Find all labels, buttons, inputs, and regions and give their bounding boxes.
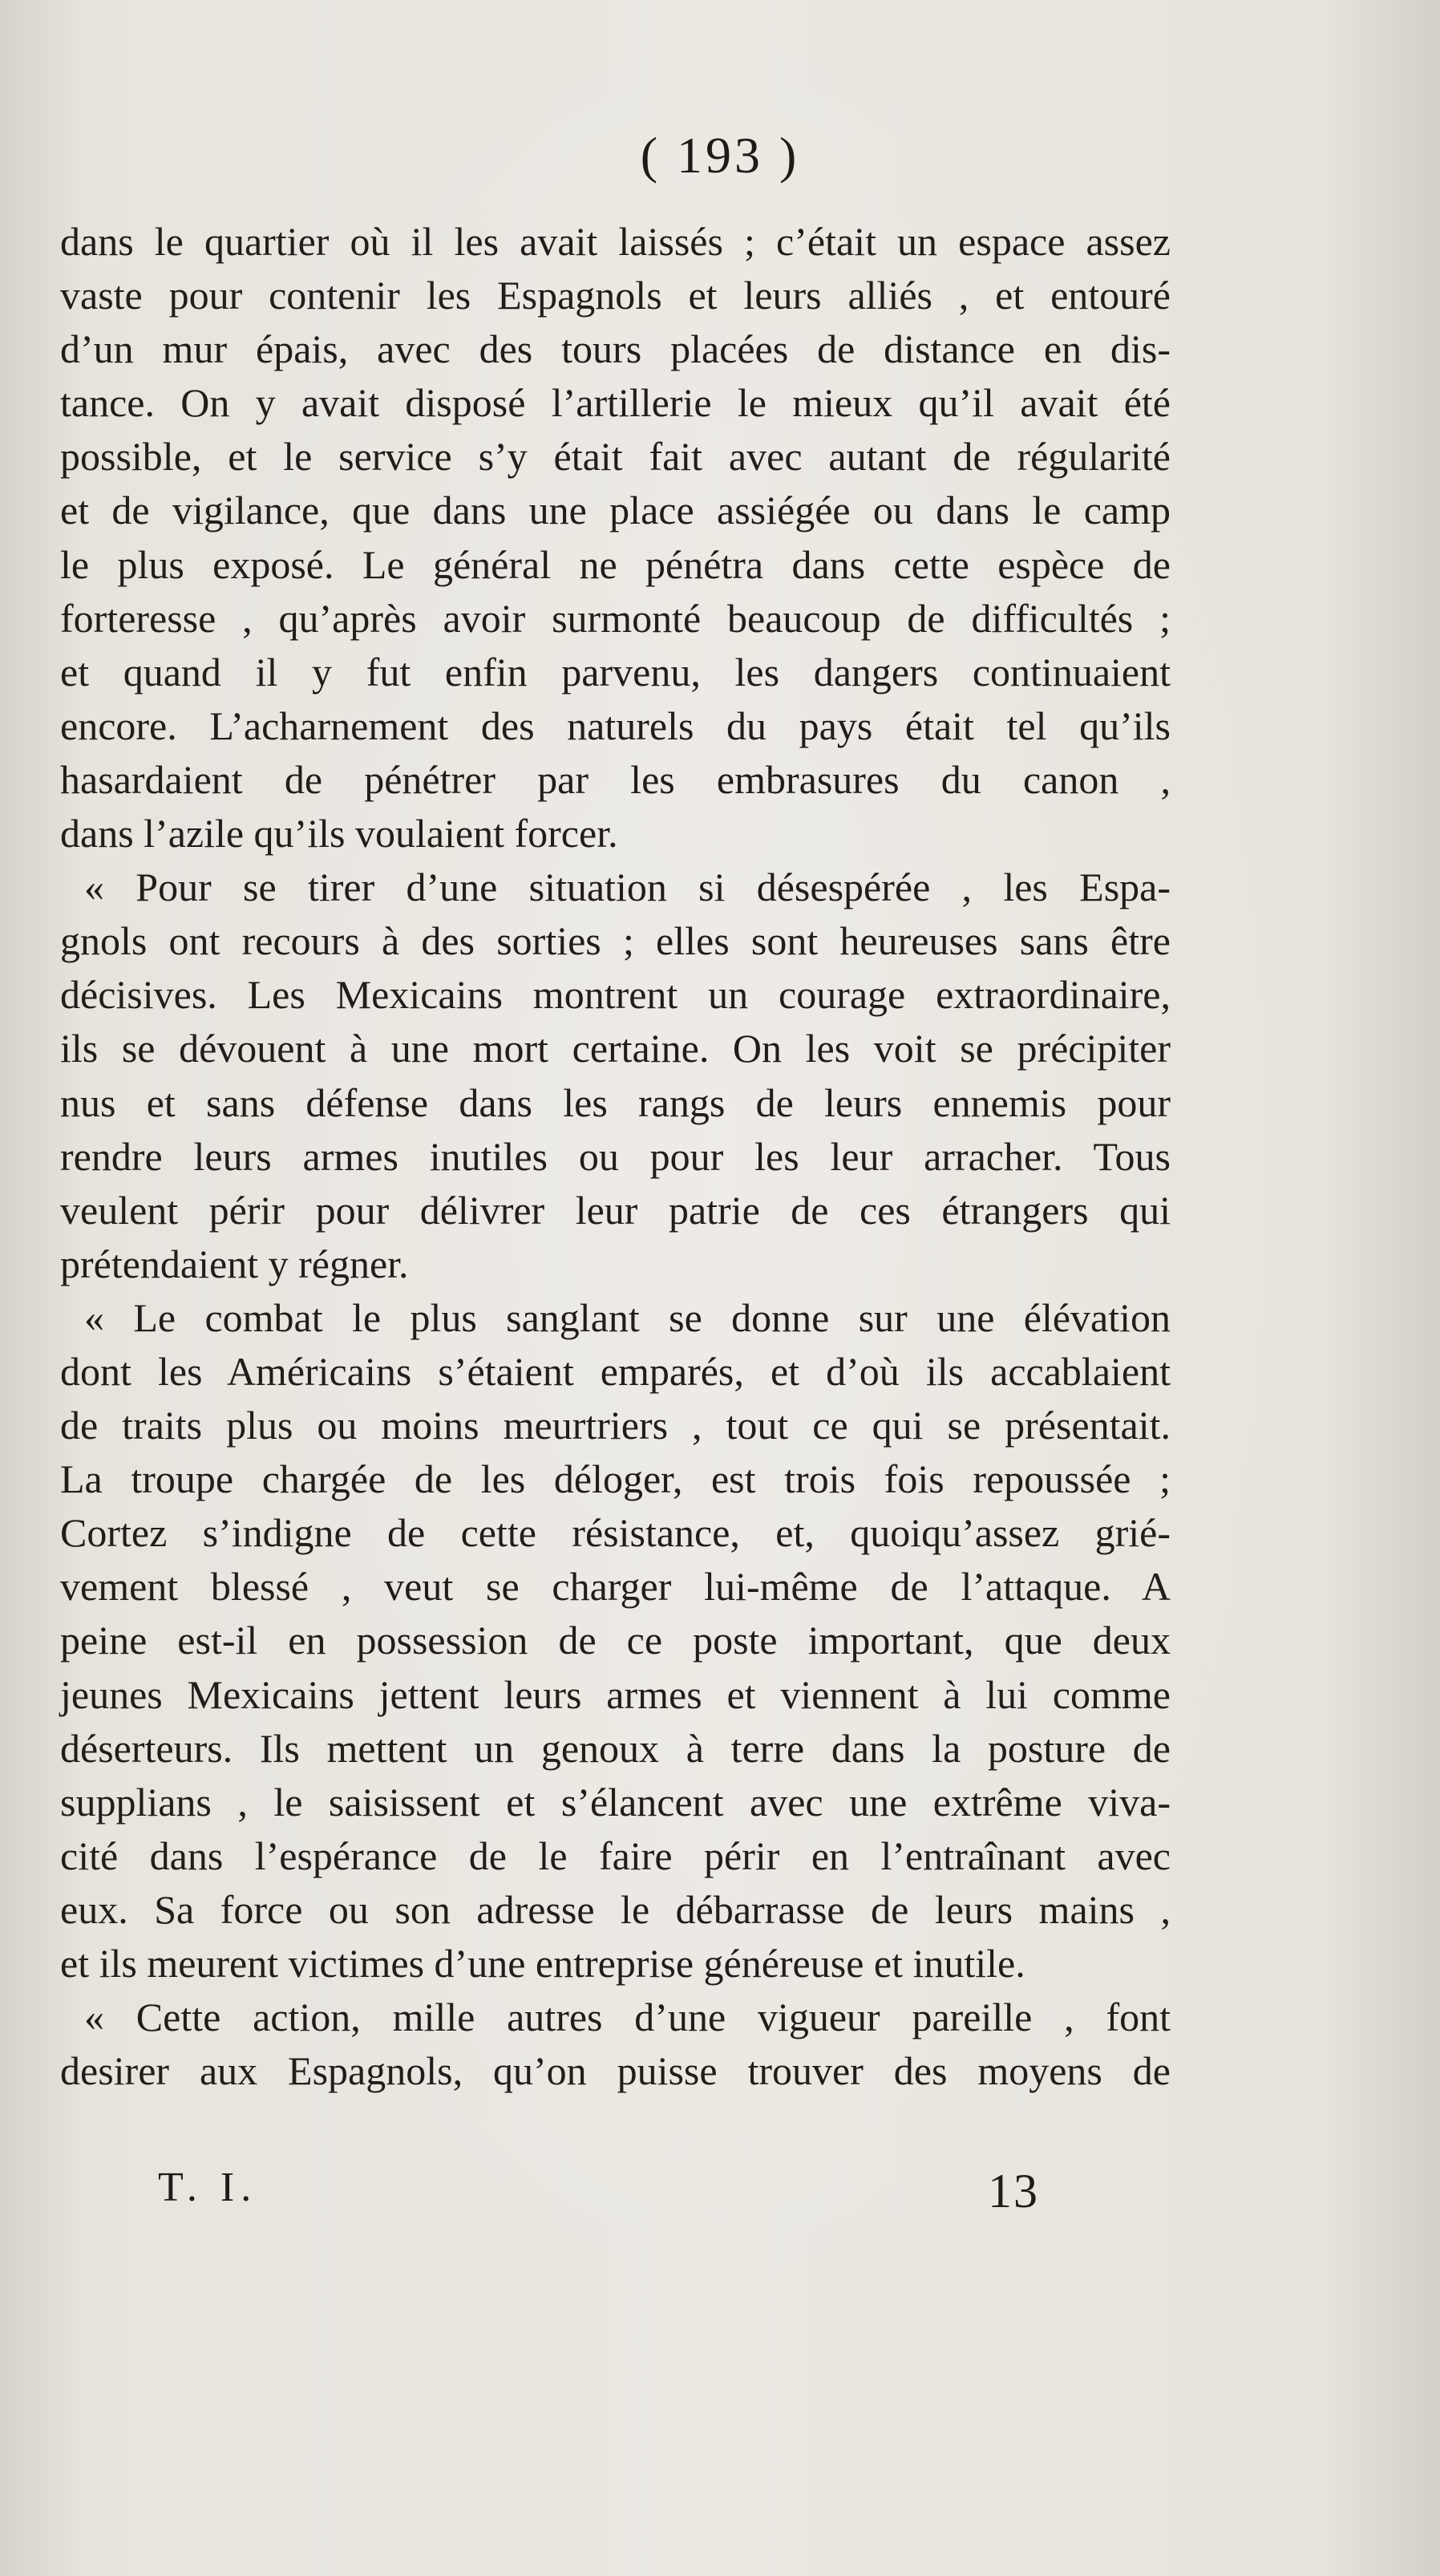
text-line: forteresse , qu’après avoir surmonté beaucoup de difficultés ; bbox=[60, 595, 1171, 641]
text-line: et quand il y fut enfin parvenu, les dangers continuaient bbox=[60, 649, 1171, 695]
paragraph bbox=[60, 1291, 1171, 1991]
text-line: tance. On y avait disposé l’artillerie le mieux qu’il avait été bbox=[60, 380, 1171, 426]
text-line: vement blessé , veut se charger lui-même de l’attaque. A bbox=[60, 1564, 1171, 1610]
text-line: prétendaient y régner. bbox=[60, 1241, 409, 1286]
leaf-number: 13 bbox=[988, 2165, 1039, 2218]
text-line: « Pour se tirer d’une situation si désespérée , les Espa- bbox=[84, 865, 1171, 910]
text-line: desirer aux Espagnols, qu’on puisse trouver des moyens de bbox=[60, 2048, 1171, 2094]
paragraph bbox=[60, 215, 1171, 861]
text-line: cité dans l’espérance de le faire périr en l’entraînant avec bbox=[60, 1833, 1171, 1878]
text-line: jeunes Mexicains jettent leurs armes et viennent à lui comme bbox=[60, 1671, 1171, 1717]
text-line: de traits plus ou moins meurtriers , tout ce qui se présentait. bbox=[60, 1403, 1171, 1448]
text-line: et de vigilance, que dans une place assiégée ou dans le camp bbox=[60, 488, 1171, 533]
paragraph bbox=[60, 1991, 1171, 2098]
text-line: et ils meurent victimes d’une entreprise généreuse et inutile. bbox=[60, 1941, 1025, 1986]
text-line: Cortez s’indigne de cette résistance, et, quoiqu’assez grié- bbox=[60, 1510, 1171, 1556]
text-line: « Le combat le plus sanglant se donne sur une élévation bbox=[84, 1294, 1171, 1340]
text-line: supplians , le saisissent et s’élancent avec une extrême viva- bbox=[60, 1779, 1171, 1825]
text-line: hasardaient de pénétrer par les embrasures du canon , bbox=[60, 756, 1171, 802]
text-line: dont les Américains s’étaient emparés, et d’où ils accablaient bbox=[60, 1348, 1171, 1394]
text-line: veulent périr pour délivrer leur patrie de ces étrangers qui bbox=[60, 1187, 1171, 1233]
text-line: vaste pour contenir les Espagnols et leurs alliés , et entouré bbox=[60, 273, 1171, 318]
text-line: dans le quartier où il les avait laissés ; c’était un espace assez bbox=[60, 219, 1171, 264]
text-line: ils se dévouent à une mort certaine. On les voit se précipiter bbox=[60, 1026, 1171, 1071]
text-line: gnols ont recours à des sorties ; elles sont heureuses sans être bbox=[60, 918, 1171, 964]
page-number: ( 193 ) bbox=[640, 127, 800, 184]
text-line: d’un mur épais, avec des tours placées de distance en dis- bbox=[60, 326, 1171, 372]
text-line: rendre leurs armes inutiles ou pour les leur arracher. Tous bbox=[60, 1133, 1171, 1179]
text-line: eux. Sa force ou son adresse le débarrasse de leurs mains , bbox=[60, 1886, 1171, 1932]
text-line: le plus exposé. Le général ne pénétra dans cette espèce de bbox=[60, 541, 1171, 587]
text-line: dans l’azile qu’ils voulaient forcer. bbox=[60, 811, 618, 857]
body-text bbox=[60, 215, 1171, 2098]
text-line: La troupe chargée de les déloger, est trois fois repoussée ; bbox=[60, 1456, 1171, 1502]
text-line: nus et sans défense dans les rangs de leurs ennemis pour bbox=[60, 1079, 1171, 1125]
text-line: encore. L’acharnement des naturels du pays était tel qu’ils bbox=[60, 703, 1171, 748]
text-line: possible, et le service s’y était fait avec autant de régularité bbox=[60, 434, 1171, 480]
text-line: décisives. Les Mexicains montrent un courage extraordinaire, bbox=[60, 972, 1171, 1018]
text-line: peine est-il en possession de ce poste important, que deux bbox=[60, 1618, 1171, 1663]
paragraph bbox=[60, 861, 1171, 1291]
signature-mark: T. I. bbox=[158, 2165, 258, 2210]
text-line: « Cette action, mille autres d’une vigueur pareille , font bbox=[84, 1995, 1171, 2040]
text-line: déserteurs. Ils mettent un genoux à terre dans la posture de bbox=[60, 1725, 1171, 1771]
